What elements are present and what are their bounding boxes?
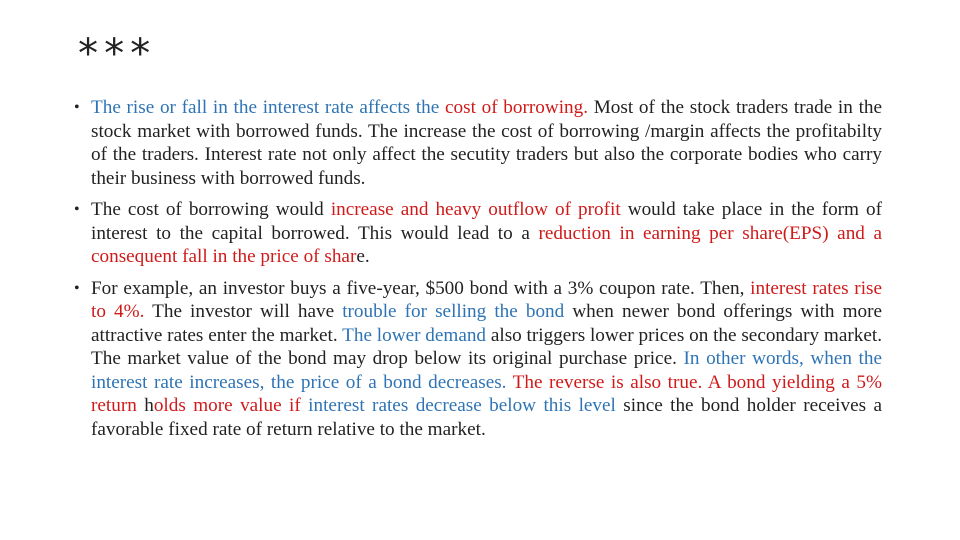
text-segment: For example, an investor buys a five-year, $500 bond with a 3% coupon rate. Then, xyxy=(91,277,751,299)
bullet-dot-icon: • xyxy=(74,279,80,297)
text-segment: In other words, when the interest rate increases, the price of a bond decreases. xyxy=(91,348,882,393)
text-segment: would take place in the form of interest to the capital borrowed. This would lead to a xyxy=(91,199,883,244)
text-segment: Most of the stock traders trade in the stock market with borrowed funds. The increase the cost of borrowing /margin affects the profitabilty of the traders. Interest rate not only affect the secutity traders but also the corporate bodies who carry their business with borrowed funds. xyxy=(91,97,883,189)
bullet-dot-icon: • xyxy=(74,99,80,116)
bullet-item xyxy=(72,96,882,190)
text-segment: when newer bond offerings with more attractive rates enter the market. xyxy=(91,301,883,346)
text-segment: interest rates decrease below this level xyxy=(308,395,624,416)
text-segment: The rise or fall in the interest rate affects the xyxy=(91,97,445,118)
bullet-item xyxy=(72,198,882,269)
text-segment: olds more value if xyxy=(153,395,309,416)
slide-title: *** xyxy=(76,31,155,77)
text-segment: since the bond holder receives a favorable fixed rate of return relative to the market. xyxy=(91,395,882,440)
text-segment: trouble for selling the bond xyxy=(342,301,573,322)
text-segment: reduction in earning per share(EPS) and a consequent fall in the price of shar xyxy=(91,222,882,267)
text-segment: The investor will have xyxy=(152,301,343,322)
text-segment: The cost of borrowing would xyxy=(91,199,331,220)
bullet-dot-icon: • xyxy=(74,201,80,218)
bullet-list xyxy=(72,96,882,449)
bullet-item xyxy=(72,277,882,442)
text-segment: increase and heavy outflow of profit xyxy=(330,199,628,220)
text-segment: The lower demand xyxy=(342,324,491,346)
text-segment: cost of borrowing. xyxy=(445,97,594,118)
text-segment: interest rates rise to 4%. xyxy=(91,277,883,322)
text-segment: also triggers lower prices on the secondary market. The market value of the bond may drop below its original purchase price. xyxy=(91,324,883,369)
text-segment: e. xyxy=(356,246,370,267)
text-segment: The reverse is also true. A bond yielding a 5% return xyxy=(91,371,882,416)
text-segment: h xyxy=(144,395,154,416)
